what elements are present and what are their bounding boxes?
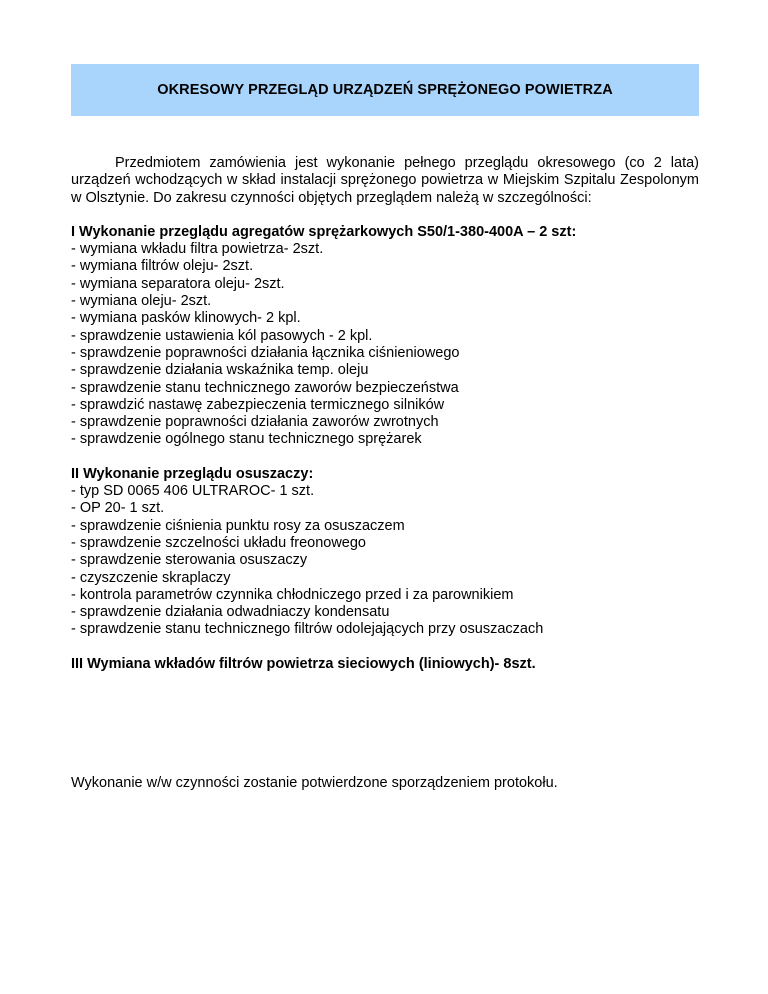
list-item: - sprawdzenie stanu technicznego zaworów bezpieczeństwa xyxy=(71,379,459,396)
list-item: - wymiana pasków klinowych- 2 kpl. xyxy=(71,310,301,327)
compressor-task-list xyxy=(71,241,699,449)
list-item: - sprawdzenie ciśnienia punktu rosy za osuszaczem xyxy=(71,517,405,534)
list-item: - OP 20- 1 szt. xyxy=(71,500,165,517)
list-item: - wymiana filtrów oleju- 2szt. xyxy=(71,258,254,275)
closing-statement: Wykonanie w/w czynności zostanie potwierdzone sporządzeniem protokołu. xyxy=(71,775,558,792)
section-filters xyxy=(71,656,699,673)
list-item: - sprawdzenie szczelności układu freonowego xyxy=(71,534,366,551)
list-item: - sprawdzenie poprawności działania zaworów zwrotnych xyxy=(71,414,439,431)
list-item: - sprawdzić nastawę zabezpieczenia termicznego silników xyxy=(71,396,445,413)
list-item: - sprawdzenie sterowania osuszaczy xyxy=(71,552,308,569)
intro-paragraph: Przedmiotem zamówienia jest wykonanie pełnego przeglądu okresowego (co 2 lata) urządzeń wchodzących w skład instalacji sprężonego powietrza w Miejskim Szpitalu Zespolonym w Olsztynie. Do zakresu czynności objętych przeglądem należą w szczególności: xyxy=(71,155,699,206)
list-item: - sprawdzenie stanu technicznego filtrów odolejających przy osuszaczach xyxy=(71,621,544,638)
section-dryers xyxy=(71,466,699,639)
list-item: - sprawdzenie działania wskaźnika temp. oleju xyxy=(71,362,369,379)
section-heading: II Wykonanie przeglądu osuszaczy: xyxy=(71,465,314,482)
document-body xyxy=(71,155,699,792)
list-item: - czyszczenie skraplaczy xyxy=(71,569,231,586)
list-item: - wymiana oleju- 2szt. xyxy=(71,293,212,310)
list-item: - wymiana wkładu filtra powietrza- 2szt. xyxy=(71,241,324,258)
dryer-task-list xyxy=(71,483,699,639)
list-item: - sprawdzenie poprawności działania łącznika ciśnieniowego xyxy=(71,344,460,361)
section-heading: III Wymiana wkładów filtrów powietrza sieciowych (liniowych)- 8szt. xyxy=(71,655,536,672)
list-item: - sprawdzenie ogólnego stanu technicznego sprężarek xyxy=(71,431,422,448)
title-banner xyxy=(71,64,699,116)
list-item: - wymiana separatora oleju- 2szt. xyxy=(71,275,285,292)
list-item: - typ SD 0065 406 ULTRAROC- 1 szt. xyxy=(71,483,315,500)
list-item: - sprawdzenie działania odwadniaczy kondensatu xyxy=(71,604,390,621)
section-heading: I Wykonanie przeglądu agregatów sprężarkowych S50/1-380-400A – 2 szt: xyxy=(71,223,577,240)
list-item: - kontrola parametrów czynnika chłodniczego przed i za parownikiem xyxy=(71,586,514,603)
section-compressors xyxy=(71,224,699,449)
list-item: - sprawdzenie ustawienia kól pasowych - 2 kpl. xyxy=(71,327,373,344)
document-title: OKRESOWY PRZEGLĄD URZĄDZEŃ SPRĘŻONEGO POWIETRZA xyxy=(157,82,613,98)
